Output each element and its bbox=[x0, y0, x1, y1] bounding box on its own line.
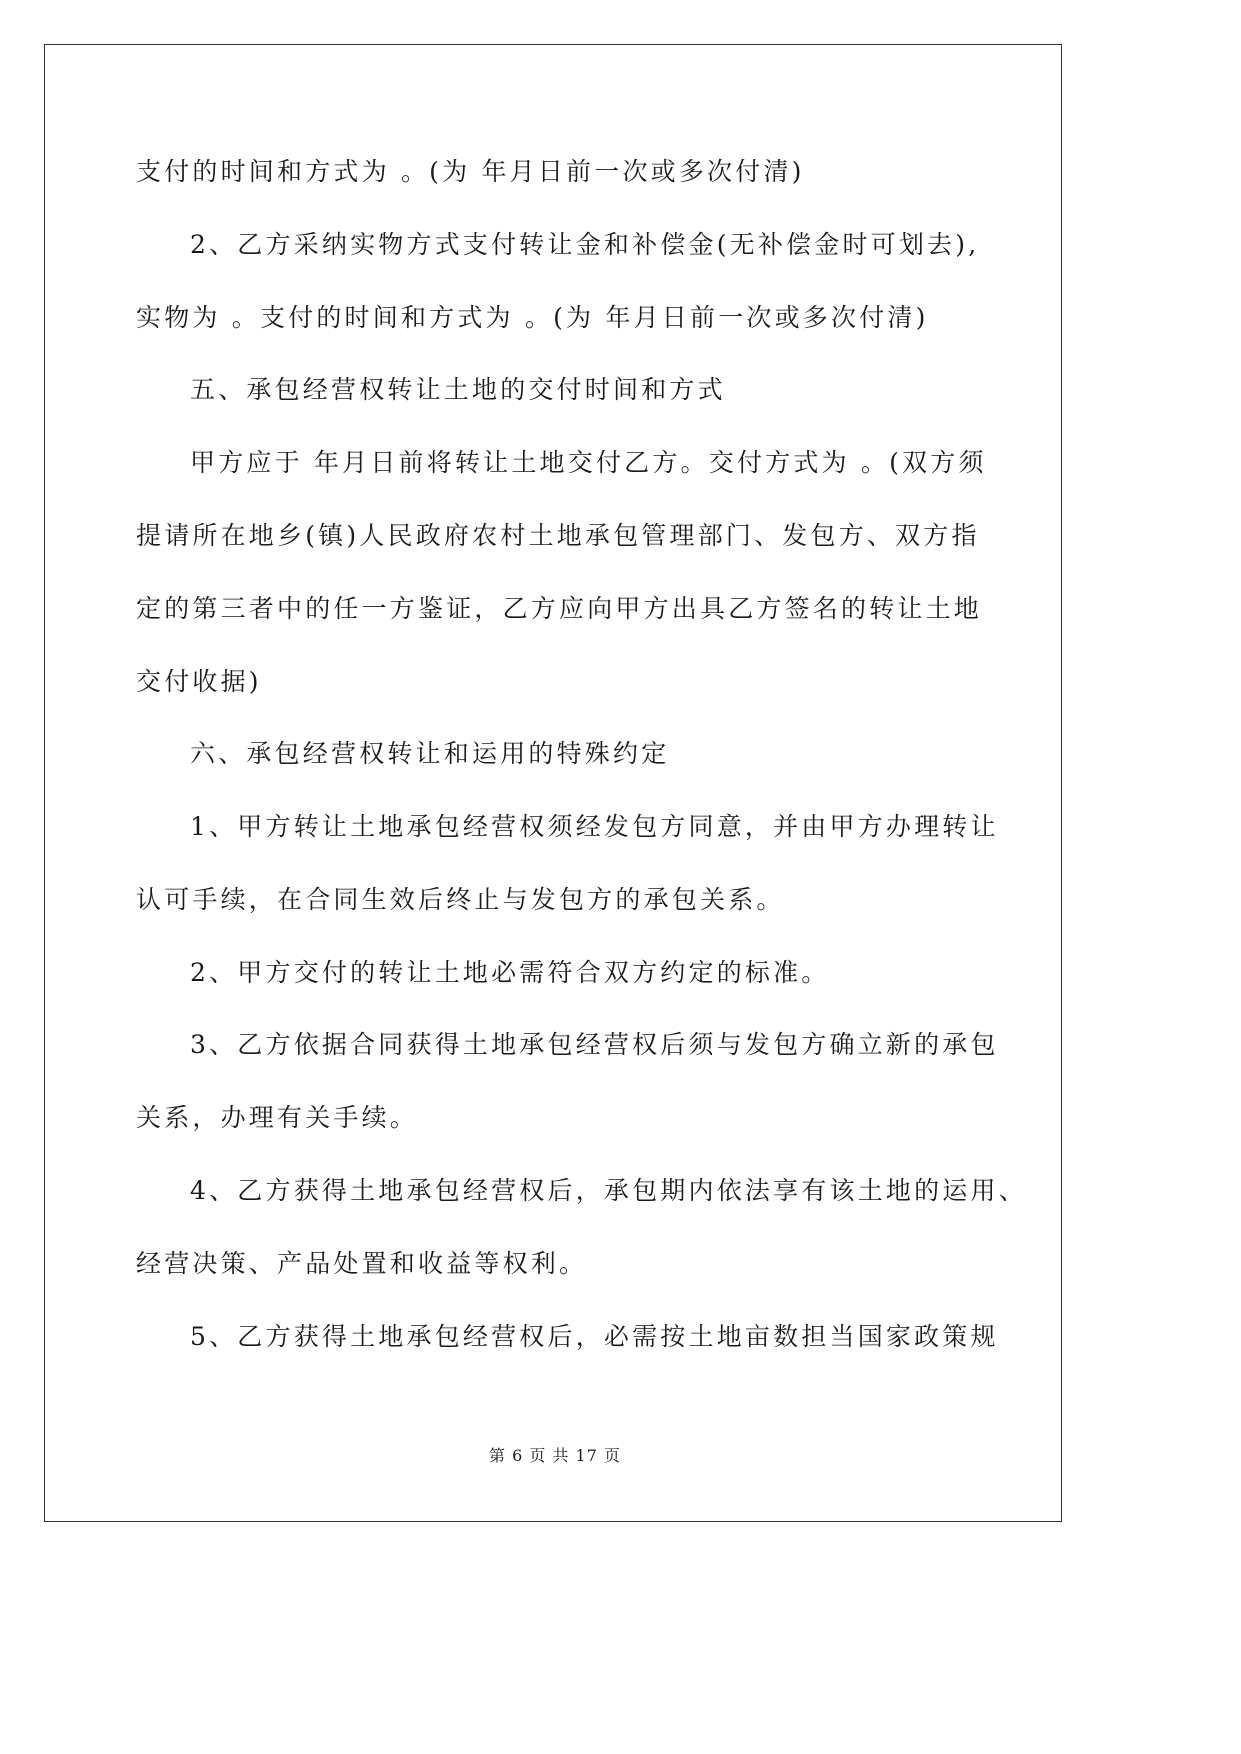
paragraph-line: 实物为 。支付的时间和方式为 。(为 年月日前一次或多次付清) bbox=[136, 303, 929, 332]
paragraph-line: 支付的时间和方式为 。(为 年月日前一次或多次付清) bbox=[136, 157, 805, 186]
paragraph-line: 3、乙方依据合同获得土地承包经营权后须与发包方确立新的承包 bbox=[190, 1030, 999, 1059]
page-number-footer: 第 6 页 共 17 页 bbox=[489, 1446, 621, 1465]
paragraph-line: 甲方应于 年月日前将转让土地交付乙方。交付方式为 。(双方须 bbox=[190, 448, 987, 477]
section-heading: 五、承包经营权转让土地的交付时间和方式 bbox=[190, 375, 726, 404]
paragraph-line: 4、乙方获得土地承包经营权后，承包期内依法享有该土地的运用、 bbox=[190, 1176, 1027, 1205]
paragraph-line: 5、乙方获得土地承包经营权后，必需按土地亩数担当国家政策规 bbox=[190, 1322, 999, 1351]
paragraph-line: 交付收据) bbox=[136, 667, 262, 696]
paragraph-line: 认可手续，在合同生效后终止与发包方的承包关系。 bbox=[136, 885, 785, 914]
page-border bbox=[44, 44, 1062, 1522]
paragraph-line: 2、甲方交付的转让土地必需符合双方约定的标准。 bbox=[190, 958, 830, 987]
paragraph-line: 2、乙方采纳实物方式支付转让金和补偿金(无补偿金时可划去), bbox=[190, 230, 980, 259]
paragraph-line: 1、甲方转让土地承包经营权须经发包方同意，并由甲方办理转让 bbox=[190, 812, 999, 841]
paragraph-line: 定的第三者中的任一方鉴证，乙方应向甲方出具乙方签名的转让土地 bbox=[136, 594, 983, 623]
paragraph-line: 经营决策、产品处置和收益等权利。 bbox=[136, 1249, 588, 1278]
paragraph-line: 关系，办理有关手续。 bbox=[136, 1103, 419, 1132]
paragraph-line: 提请所在地乡(镇)人民政府农村土地承包管理部门、发包方、双方指 bbox=[136, 521, 980, 550]
section-heading: 六、承包经营权转让和运用的特殊约定 bbox=[190, 739, 670, 768]
